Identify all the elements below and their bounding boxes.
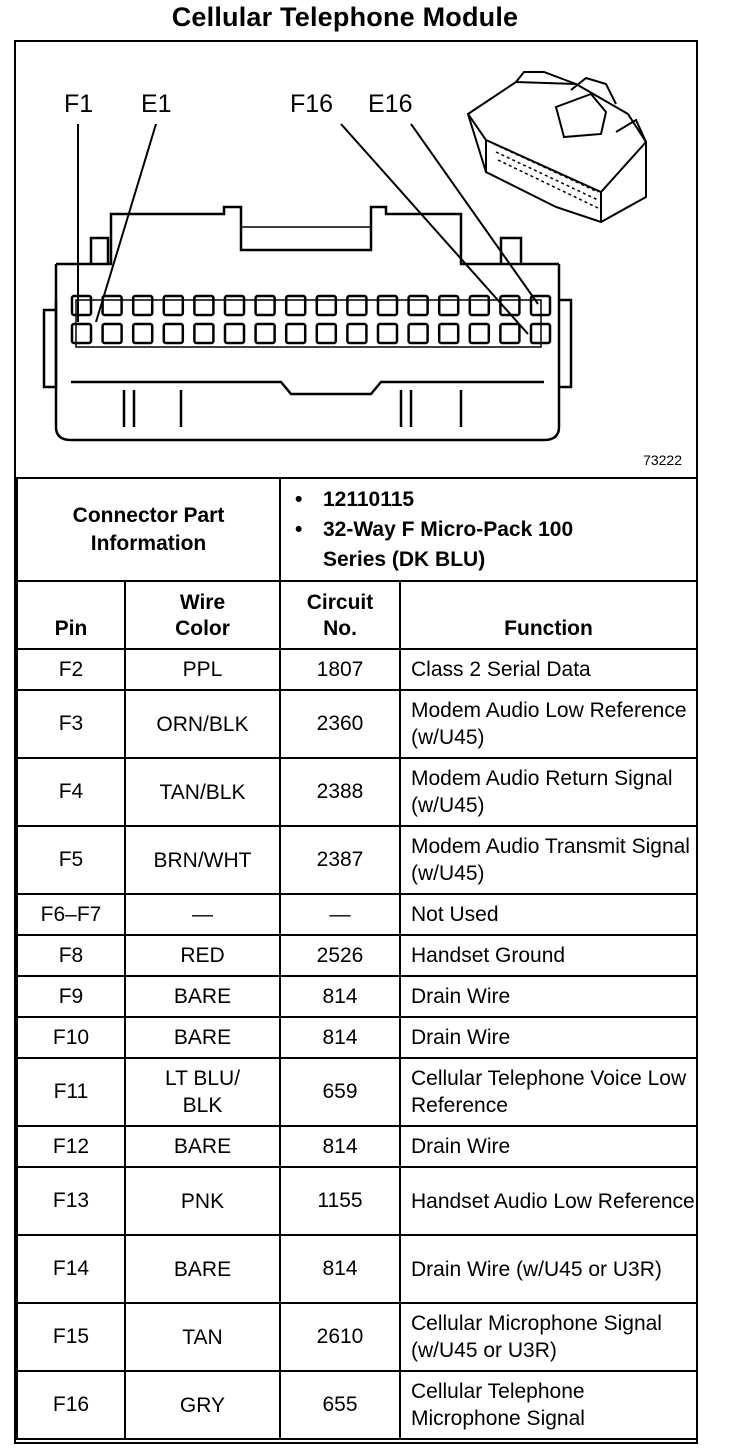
table-row	[17, 1235, 697, 1303]
function-cell: Class 2 Serial Data	[400, 649, 697, 690]
circuit-cell: 1807	[280, 649, 400, 690]
pin-cavity	[103, 296, 122, 315]
pin-cavity	[133, 324, 152, 343]
pin-cavity	[256, 296, 275, 315]
wire-color-cell: PPL	[125, 649, 280, 690]
pin-cell: F8	[17, 935, 125, 976]
circuit-cell: —	[280, 894, 400, 935]
circuit-cell: 2360	[280, 690, 400, 758]
pin-cell: F12	[17, 1126, 125, 1167]
table-row	[17, 649, 697, 690]
pin-cavity	[317, 324, 336, 343]
wire-color-cell: BARE	[125, 1017, 280, 1058]
function-cell: Modem Audio Transmit Signal (w/U45)	[400, 826, 697, 894]
pin-cell: F5	[17, 826, 125, 894]
function-cell: Drain Wire (w/U45 or U3R)	[400, 1235, 697, 1303]
pin-cavity	[72, 324, 91, 343]
pin-cavity	[286, 296, 305, 315]
circuit-cell: 814	[280, 1235, 400, 1303]
label-e1: E1	[141, 90, 172, 118]
function-cell: Not Used	[400, 894, 697, 935]
circuit-cell: 2610	[280, 1303, 400, 1371]
page-title: Cellular Telephone Module	[171, 2, 519, 32]
header-wire-color: Wire Color	[125, 581, 280, 649]
pin-cell: F15	[17, 1303, 125, 1371]
wire-color-cell: PNK	[125, 1167, 280, 1235]
pin-cavity	[194, 296, 213, 315]
wire-color-cell: BARE	[125, 1126, 280, 1167]
table-row	[17, 976, 697, 1017]
table-row	[17, 1058, 697, 1126]
pin-cavity	[378, 324, 397, 343]
table-row	[17, 1167, 697, 1235]
pin-cell: F13	[17, 1167, 125, 1235]
pinout-table	[16, 477, 698, 1440]
pin-cavity	[164, 324, 183, 343]
connector-info-item: • 12110115	[295, 487, 415, 511]
table-row	[17, 826, 697, 894]
pin-cell: F2	[17, 649, 125, 690]
pin-cavity	[409, 296, 428, 315]
function-cell: Drain Wire	[400, 976, 697, 1017]
pin-cavity	[194, 324, 213, 343]
label-f1: F1	[64, 90, 94, 118]
header-pin: Pin	[17, 581, 125, 649]
wire-color-cell: RED	[125, 935, 280, 976]
pin-cavity	[347, 324, 366, 343]
connector-info-label: Connector Part Information	[17, 478, 280, 581]
circuit-cell: 814	[280, 976, 400, 1017]
table-row	[17, 1371, 697, 1439]
wire-color-cell: BARE	[125, 1235, 280, 1303]
pin-cell: F6–F7	[17, 894, 125, 935]
wire-color-cell: —	[125, 894, 280, 935]
table-row	[17, 1303, 697, 1371]
function-cell: Handset Audio Low Reference	[400, 1167, 697, 1235]
pin-cavity	[378, 296, 397, 315]
pin-cavity	[286, 324, 305, 343]
wire-color-cell: TAN/BLK	[125, 758, 280, 826]
connector-figure	[16, 42, 696, 477]
pin-cavity	[256, 324, 275, 343]
pin-cavity	[439, 296, 458, 315]
pin-cavity	[164, 296, 183, 315]
pin-cavity	[500, 324, 519, 343]
pin-cavity	[470, 296, 489, 315]
pin-cell: F3	[17, 690, 125, 758]
pin-cell: F9	[17, 976, 125, 1017]
figure-number: 73222	[643, 452, 682, 468]
pin-cavity	[347, 296, 366, 315]
pin-cell: F4	[17, 758, 125, 826]
document-frame	[14, 40, 698, 1444]
pin-cavity	[103, 324, 122, 343]
function-cell: Cellular Telephone Microphone Signal	[400, 1371, 697, 1439]
pin-cell: F10	[17, 1017, 125, 1058]
circuit-cell: 655	[280, 1371, 400, 1439]
circuit-cell: 814	[280, 1017, 400, 1058]
function-cell: Cellular Microphone Signal (w/U45 or U3R)	[400, 1303, 697, 1371]
pin-cavity	[133, 296, 152, 315]
pin-cavity	[409, 324, 428, 343]
circuit-cell: 814	[280, 1126, 400, 1167]
pin-cavity	[470, 324, 489, 343]
table-row	[17, 935, 697, 976]
pin-cavity	[225, 296, 244, 315]
header-circuit: Circuit No.	[280, 581, 400, 649]
function-cell: Cellular Telephone Voice Low Reference	[400, 1058, 697, 1126]
function-cell: Drain Wire	[400, 1126, 697, 1167]
table-row	[17, 758, 697, 826]
connector-drawing	[16, 42, 696, 477]
connector-info-item: • 32-Way F Micro-Pack 100 Series (DK BLU)	[295, 517, 574, 571]
table-header-row	[17, 581, 697, 649]
function-cell: Modem Audio Low Reference (w/U45)	[400, 690, 697, 758]
pin-cavity	[439, 324, 458, 343]
circuit-cell: 1155	[280, 1167, 400, 1235]
function-cell: Drain Wire	[400, 1017, 697, 1058]
pin-cell: F14	[17, 1235, 125, 1303]
connector-info-list	[280, 478, 697, 581]
table-row	[17, 894, 697, 935]
pin-cavity	[317, 296, 336, 315]
function-cell: Modem Audio Return Signal (w/U45)	[400, 758, 697, 826]
label-e16: E16	[368, 90, 413, 118]
label-f16: F16	[290, 90, 334, 118]
wire-color-cell: ORN/BLK	[125, 690, 280, 758]
circuit-cell: 659	[280, 1058, 400, 1126]
header-function: Function	[400, 581, 697, 649]
wire-color-cell: TAN	[125, 1303, 280, 1371]
connector-info-row	[17, 478, 697, 581]
wire-color-cell: GRY	[125, 1371, 280, 1439]
wire-color-cell: BRN/WHT	[125, 826, 280, 894]
table-row	[17, 1017, 697, 1058]
pin-cell: F16	[17, 1371, 125, 1439]
table-row	[17, 690, 697, 758]
table-row	[17, 1126, 697, 1167]
wire-color-cell: BARE	[125, 976, 280, 1017]
pin-cavity	[72, 296, 91, 315]
function-cell: Handset Ground	[400, 935, 697, 976]
circuit-cell: 2526	[280, 935, 400, 976]
circuit-cell: 2387	[280, 826, 400, 894]
pin-cell: F11	[17, 1058, 125, 1126]
wire-color-cell: LT BLU/ BLK	[125, 1058, 280, 1126]
pin-cavity	[225, 324, 244, 343]
circuit-cell: 2388	[280, 758, 400, 826]
